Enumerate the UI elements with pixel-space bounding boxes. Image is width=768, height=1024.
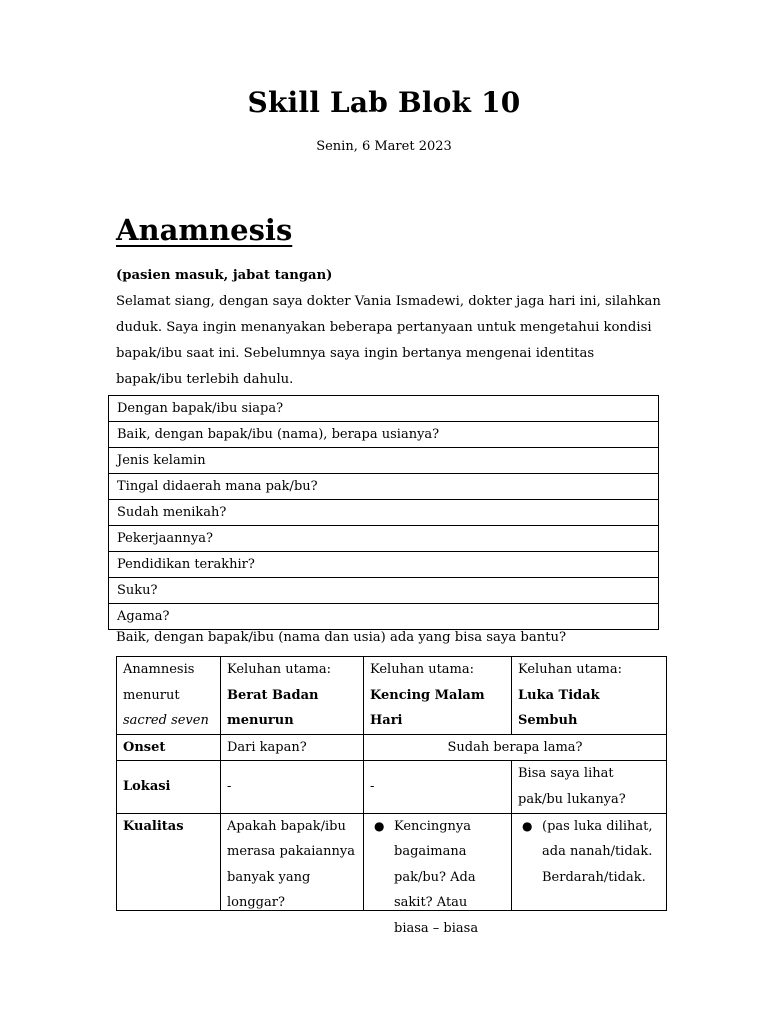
row-label-lokasi: Lokasi bbox=[117, 761, 221, 813]
identity-question: Dengan bapak/ibu siapa? bbox=[109, 396, 659, 422]
intro-paragraph bbox=[116, 289, 661, 393]
table-row-onset bbox=[117, 734, 667, 761]
table-header-row bbox=[117, 657, 667, 735]
table-row bbox=[109, 578, 659, 604]
sacred-seven-table bbox=[116, 656, 667, 936]
identity-question: Pekerjaannya? bbox=[109, 526, 659, 552]
kualitas-weight: Apakah bapak/ibu merasa pakaiannya banyak yang longgar? bbox=[221, 813, 364, 910]
table-row bbox=[109, 422, 659, 448]
intro-action: (pasien masuk, jabat tangan) bbox=[116, 268, 333, 283]
lokasi-weight: - bbox=[221, 761, 364, 813]
lokasi-urination: - bbox=[364, 761, 512, 813]
header-cell-complaint-weight: Keluhan utama: Berat Badan menurun bbox=[221, 657, 364, 735]
bullet-icon: ● bbox=[522, 818, 533, 833]
header-cell-complaint-urination: Keluhan utama: Kencing Malam Hari bbox=[364, 657, 512, 735]
identity-question: Jenis kelamin bbox=[109, 448, 659, 474]
onset-shared: Sudah berapa lama? bbox=[364, 734, 667, 761]
document-title: Skill Lab Blok 10 bbox=[247, 86, 521, 119]
list-item: ● Kencingnya bagaimana pak/bu? Ada sakit? Atau biasa – biasa bbox=[394, 814, 505, 942]
table-row bbox=[109, 396, 659, 422]
table-row bbox=[109, 526, 659, 552]
table-row bbox=[109, 552, 659, 578]
follow-up-question: Baik, dengan bapak/ibu (nama dan usia) ada yang bisa saya bantu? bbox=[116, 630, 567, 645]
kualitas-urination bbox=[364, 813, 512, 936]
identity-questions-table bbox=[108, 395, 659, 630]
row-label-onset: Onset bbox=[117, 734, 221, 761]
bullet-icon: ● bbox=[374, 818, 385, 833]
list-item: ● (pas luka dilihat, ada nanah/tidak. Berdarah/tidak. bbox=[542, 814, 660, 891]
table-row bbox=[109, 474, 659, 500]
identity-question: Baik, dengan bapak/ibu (nama), berapa usianya? bbox=[109, 422, 659, 448]
intro-line: bapak/ibu terlebih dahulu. bbox=[116, 372, 294, 387]
identity-question: Pendidikan terakhir? bbox=[109, 552, 659, 578]
kualitas-wound bbox=[512, 813, 667, 910]
table-row bbox=[109, 500, 659, 526]
section-heading-anamnesis: Anamnesis bbox=[116, 213, 293, 247]
header-cell-complaint-wound: Keluhan utama: Luka Tidak Sembuh bbox=[512, 657, 667, 735]
identity-question: Tingal didaerah mana pak/bu? bbox=[109, 474, 659, 500]
document-date: Senin, 6 Maret 2023 bbox=[316, 139, 452, 154]
intro-line: Selamat siang, dengan saya dokter Vania Ismadewi, dokter jaga hari ini, silahkan bbox=[116, 294, 661, 309]
onset-weight: Dari kapan? bbox=[221, 734, 364, 761]
table-row bbox=[109, 448, 659, 474]
intro-line: bapak/ibu saat ini. Sebelumnya saya ingin bertanya mengenai identitas bbox=[116, 346, 595, 361]
header-cell-anamnesis: Anamnesis menurut sacred seven bbox=[117, 657, 221, 735]
identity-question: Sudah menikah? bbox=[109, 500, 659, 526]
table-row-lokasi bbox=[117, 761, 667, 813]
row-label-kualitas: Kualitas bbox=[117, 813, 221, 910]
lokasi-wound: Bisa saya lihat pak/bu lukanya? bbox=[512, 761, 667, 813]
table-row-kualitas bbox=[117, 813, 667, 910]
identity-question: Suku? bbox=[109, 578, 659, 604]
identity-question: Agama? bbox=[109, 604, 659, 630]
intro-line: duduk. Saya ingin menanyakan beberapa pertanyaan untuk mengetahui kondisi bbox=[116, 320, 652, 335]
